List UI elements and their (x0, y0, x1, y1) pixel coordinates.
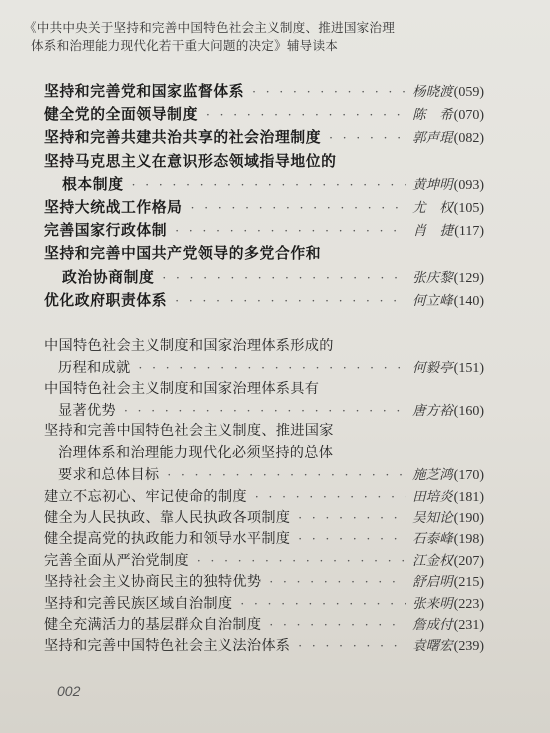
toc-entry-title: 坚持和完善中国特色社会主义制度、推进国家 (44, 423, 334, 440)
dot-leader (298, 532, 406, 546)
dot-leader (298, 511, 406, 525)
toc-entry-author: 詹成付 (412, 616, 453, 633)
toc-entry-row (44, 126, 484, 149)
toc-entry-title: 显著优势 (58, 403, 116, 420)
toc-entry-title: 坚持和完善中国特色社会主义法治体系 (44, 638, 291, 655)
toc-entry (44, 80, 484, 103)
page-number: 002 (57, 683, 81, 699)
toc-entry-page: (129) (453, 270, 484, 286)
toc-entry-row (44, 549, 484, 570)
dot-leader (175, 224, 407, 238)
toc-entry-title: 优化政府职责体系 (44, 291, 168, 309)
toc-entry-author: 肖 捷 (412, 223, 454, 240)
toc-entry-page: (170) (453, 468, 484, 484)
toc-entry-author: 江金权 (412, 552, 453, 569)
toc-entry-author: 张来明 (412, 595, 453, 612)
toc-entry-page: (223) (453, 596, 484, 612)
toc-entry-page: (105) (453, 200, 484, 216)
toc-entry-row (44, 463, 484, 484)
toc-entry-author: 张庆黎 (412, 269, 453, 286)
dot-leader (167, 468, 406, 482)
dot-leader (252, 85, 406, 99)
toc-entry-row (44, 103, 484, 126)
dot-leader (132, 178, 407, 192)
toc-entry-title: 完善国家行政体制 (44, 222, 168, 240)
dot-leader (191, 201, 407, 215)
toc-entry-row (44, 485, 484, 506)
toc-group-primary (44, 80, 484, 312)
toc-entry (44, 196, 484, 219)
toc-entry-author: 黄坤明 (412, 176, 453, 193)
toc-entry-title: 政治协商制度 (62, 268, 155, 286)
toc-entry-title: 建立不忘初心、牢记使命的制度 (44, 488, 247, 505)
toc-entry-title: 健全党的全面领导制度 (44, 106, 198, 124)
toc-entry-title: 坚持马克思主义在意识形态领域指导地位的 (44, 152, 337, 170)
toc-entry (44, 570, 484, 591)
toc-entry-title: 健全提高党的执政能力和领导水平制度 (44, 531, 291, 548)
header-line-2: 体系和治理能力现代化若干重大问题的决定》辅导读本 (31, 38, 339, 53)
toc-entry-title: 坚持和完善共建共治共享的社会治理制度 (44, 129, 322, 147)
toc-entry-row (44, 506, 484, 527)
toc-entry (44, 592, 484, 613)
toc-entry-page: (207) (453, 553, 484, 569)
toc-entry-title: 坚持和完善民族区域自治制度 (44, 595, 233, 612)
toc-entry-title: 中国特色社会主义制度和国家治理体系具有 (44, 380, 320, 397)
toc-entry-row-wrapped (44, 378, 484, 399)
toc-entry-title: 根本制度 (62, 175, 124, 193)
toc-entry-author: 尤 权 (412, 199, 453, 216)
dot-leader (240, 597, 406, 611)
toc-entry-row (44, 570, 484, 591)
toc-entry-title: 健全为人民执政、靠人民执政各项制度 (44, 510, 291, 526)
toc-entry-page: (070) (453, 108, 484, 124)
toc-entry-row-wrapped (44, 420, 484, 441)
toc-entry (44, 335, 484, 378)
toc-entry-row (44, 613, 484, 634)
toc-entry (44, 378, 484, 421)
toc-entry-title: 要求和总体目标 (58, 467, 160, 484)
toc-entry-row-wrapped (44, 442, 484, 463)
dot-leader (269, 575, 406, 589)
toc-entry-title: 坚持和完善党和国家监督体系 (44, 83, 245, 100)
toc-entry-author: 杨晓渡 (412, 84, 453, 100)
toc-entry-title: 历程和成就 (58, 360, 131, 377)
toc-entry-row (44, 592, 484, 613)
toc-entry (44, 485, 484, 506)
toc-entry-author: 郭声琨 (412, 130, 453, 147)
toc-entry-author: 吴知论 (412, 510, 453, 526)
toc-entry-row (44, 173, 484, 196)
toc-entry-row (44, 356, 484, 377)
toc-entry-page: (117) (454, 224, 484, 240)
toc-entry-author: 袁曙宏 (412, 638, 453, 655)
toc-entry-row (44, 527, 484, 548)
dot-leader (162, 271, 406, 285)
toc-entry-row (44, 634, 484, 655)
toc-entry-title: 坚持和完善中国共产党领导的多党合作和 (44, 245, 322, 263)
toc-entry-author: 何毅亭 (412, 360, 453, 377)
toc-group-secondary (44, 335, 484, 656)
toc-entry-row (44, 219, 484, 242)
toc-entry-page: (190) (453, 511, 484, 526)
toc-entry (44, 527, 484, 548)
toc-entry-page: (215) (453, 575, 484, 591)
toc-entry (44, 634, 484, 655)
toc-entry-page: (181) (453, 489, 484, 505)
header-line-1: 《中共中央关于坚持和完善中国特色社会主义制度、推进国家治理 (24, 20, 396, 35)
toc-entry-author: 田培炎 (412, 488, 453, 505)
toc-entry (44, 549, 484, 570)
toc-entry-author: 施芝鸿 (412, 467, 453, 484)
dot-leader (124, 404, 406, 418)
dot-leader (269, 618, 406, 632)
dot-leader (206, 108, 406, 122)
dot-leader (298, 639, 406, 653)
toc-entry-row (44, 266, 484, 289)
toc-entry-row-wrapped (44, 150, 484, 173)
toc-entry-row (44, 80, 484, 103)
toc-entry-title: 坚持大统战工作格局 (44, 198, 183, 216)
toc-entry-page: (140) (453, 293, 484, 309)
toc-entry-author: 石泰峰 (412, 531, 453, 548)
toc-entry-title: 中国特色社会主义制度和国家治理体系形成的 (44, 337, 334, 354)
toc-entry (44, 506, 484, 527)
toc-entry-title: 完善全面从严治党制度 (44, 552, 189, 569)
toc-entry-page: (093) (453, 177, 484, 193)
toc-entry-title: 健全充满活力的基层群众自治制度 (44, 616, 262, 633)
toc-entry-page: (059) (453, 85, 484, 100)
toc-entry (44, 613, 484, 634)
toc-entry (44, 126, 484, 149)
toc-entry-author: 陈 希 (412, 107, 453, 124)
toc-entry-row (44, 196, 484, 219)
toc-entry-page: (082) (453, 131, 484, 147)
toc-entry-page: (151) (453, 361, 484, 377)
dot-leader (255, 490, 406, 504)
toc-entry-row-wrapped (44, 242, 484, 265)
dot-leader (175, 294, 406, 308)
toc-entry-page: (231) (453, 617, 484, 633)
toc-entry (44, 150, 484, 196)
toc-entry (44, 242, 484, 288)
toc-entry (44, 219, 484, 242)
toc-entry-page: (198) (453, 532, 484, 548)
toc-entry-author: 何立峰 (412, 292, 453, 309)
toc-entry-page: (239) (453, 639, 484, 655)
toc-entry-row (44, 289, 484, 312)
table-of-contents (44, 80, 484, 656)
dot-leader (329, 131, 406, 145)
dot-leader (138, 361, 406, 375)
dot-leader (197, 554, 406, 568)
toc-entry-row-wrapped (44, 335, 484, 356)
toc-entry-title: 治理体系和治理能力现代化必须坚持的总体 (58, 444, 334, 461)
toc-entry (44, 420, 484, 484)
toc-entry (44, 103, 484, 126)
toc-entry-author: 舒启明 (412, 574, 453, 591)
toc-entry-row (44, 399, 484, 420)
book-title-header (24, 19, 524, 55)
toc-entry (44, 289, 484, 312)
toc-entry-title: 坚持社会主义协商民主的独特优势 (44, 574, 262, 591)
toc-entry-author: 唐方裕 (412, 403, 453, 420)
toc-entry-page: (160) (453, 404, 484, 420)
